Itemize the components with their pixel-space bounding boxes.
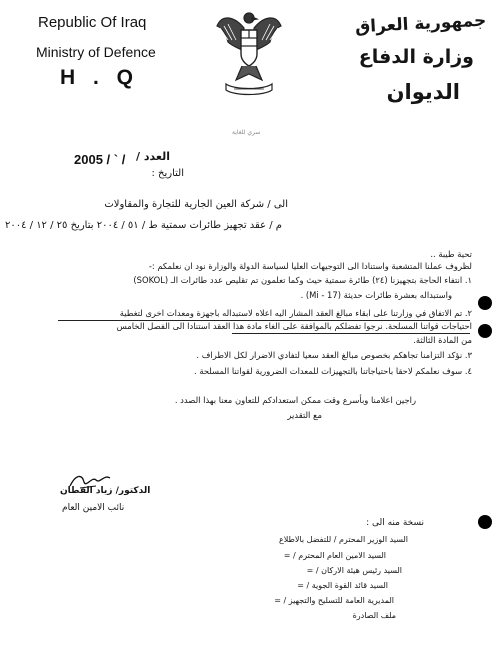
item-4: ٤. سوف نعلمكم لاحقا باحتياجاتنا بالتجهيزات للمعدات الضرورية لقواتنا المسلحة . [194, 366, 472, 376]
header-hq-en: H . Q [60, 66, 140, 89]
intro-paragraph: لظروف عملنا المتشعبة واستنادا الى التوجيهات العليا لسياسة الدولة والوزارة نود ان نعلمكم :- [148, 261, 472, 271]
copies-header: نسخة منه الى : [366, 518, 424, 528]
eagle-emblem-icon [214, 6, 284, 104]
header-ministry-en: Ministry of Defence [36, 44, 156, 60]
copy-recipient: السيد قائد القوة الجوية / = [297, 581, 388, 590]
item-1-line-1: ١. انتفاء الحاجة بتجهيزنا (٢٤) طائرة سمتية حيث وكما تعلمون تم تقليص عدد طائرات الـ (SOKOL) [133, 275, 472, 285]
signatory-title: نائب الامين العام [62, 503, 125, 513]
copy-recipient: السيد رئيس هيئة الاركان / = [306, 566, 402, 575]
reference-date-label: التاريخ : [151, 168, 184, 179]
copy-recipient: السيد الامين العام المحترم / = [283, 551, 386, 560]
copy-recipient: السيد الوزير المحترم / للتفضل بالاطلاع [278, 535, 408, 544]
item-1-line-2: واستبداله بعشرة طائرات حديثة (Mi - 17) . [300, 290, 452, 300]
header-ministry-ar: وزارة الدفاع [358, 46, 474, 68]
underline-item-2b [232, 333, 470, 334]
underline-item-2a [58, 320, 470, 321]
item-2-line-1: ٢. تم الاتفاق في وزارتنا على ابقاء مبالغ العقد المشار اليه اعلاه لاستبداله باجهزة ومعدات اخرى لتغطية [119, 308, 472, 318]
greeting: تحية طيبة .. [430, 249, 472, 259]
regards: مع التقدير [287, 410, 322, 420]
header-office-ar: الديوان [386, 80, 460, 104]
header-country-ar: جمهورية العراق [354, 10, 487, 38]
item-3: ٣. نؤكد التزامنا تجاهكم بخصوص مبالغ العقد سعيا لتفادي الاضرار لكل الاطراف . [196, 350, 472, 360]
margin-bullet-1 [478, 296, 492, 310]
item-2-line-3: من المادة الثالثة. [413, 335, 472, 345]
subject-line: م / عقد تجهيز طائرات سمتية ط / ٥١ / ٢٠٠٤ بتاريخ ٢٥ / ١٢ / ٢٠٠٤ [4, 220, 282, 231]
reference-number-label: العدد / [136, 150, 170, 163]
item-2-line-2: احتياجات قواتنا المسلحة. نرجوا تفضلكم بالموافقة على الغاء مادة هذا العقد استنادا الى الفصل الخامس [116, 321, 472, 331]
copy-recipient: المديرية العامة للتسليح والتجهيز / = [274, 596, 394, 605]
addressee: الى / شركة العين الجارية للتجارة والمقاولات [104, 199, 288, 210]
classification-stamp: سري للغاية [232, 129, 261, 136]
header-country-en: Republic Of Iraq [38, 14, 147, 31]
signatory-name: الدكتور/ زياد القطان [60, 486, 151, 496]
copy-recipient: ملف الصادرة [352, 611, 396, 620]
reference-date-year: 2005 / ` / [74, 152, 126, 167]
margin-bullet-3 [478, 515, 492, 529]
margin-bullet-2 [478, 324, 492, 338]
closing-request: راجين اعلامنا وبأسرع وقت ممكن استعدادكم للتعاون معنا بهذا الصدد . [174, 395, 416, 405]
